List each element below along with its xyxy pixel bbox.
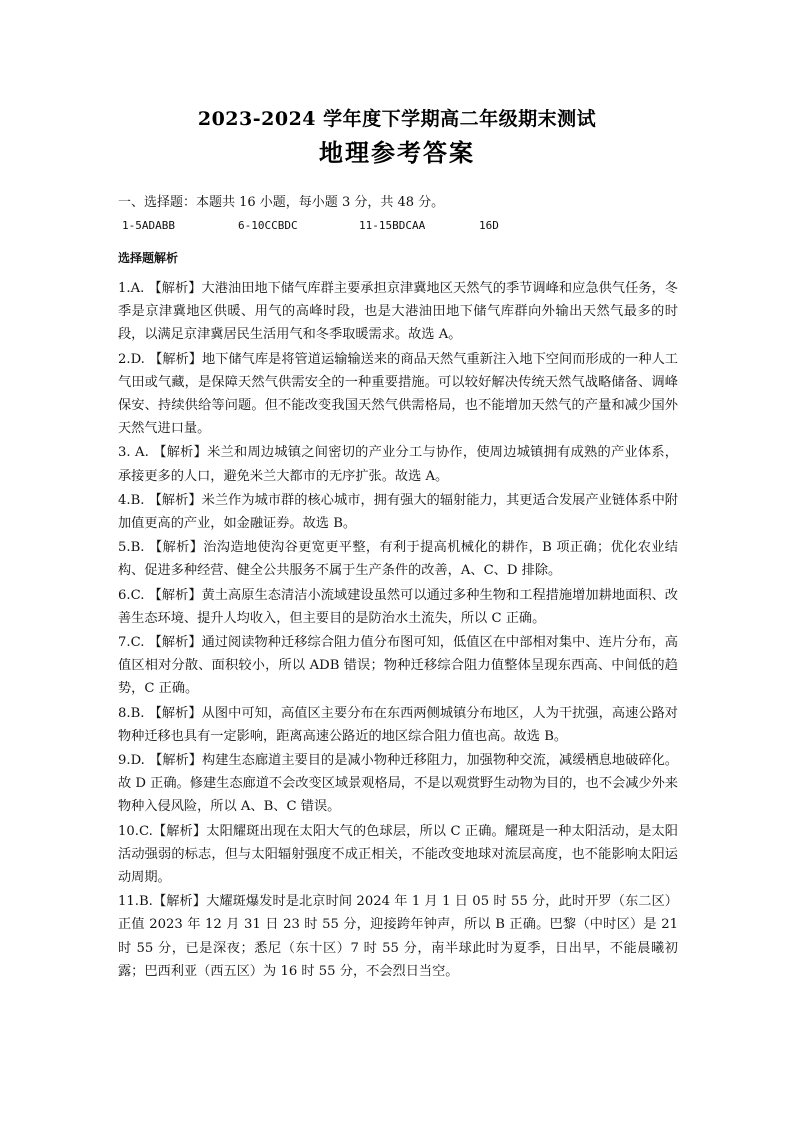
- answer-group: 1-5ADABB: [122, 219, 175, 232]
- analysis-item: 8.B. 【解析】从图中可知，高值区主要分布在东西两侧城镇分布地区，人为干扰强，高速公路对物种迁移也具有一定影响，距离高速公路近的地区综合阻力值也高。故选 B。: [118, 705, 678, 744]
- answer-group: 16D: [479, 219, 499, 232]
- analysis-item: 4.B. 【解析】米兰作为城市群的核心城市，拥有强大的辐射能力，其更适合发展产业链体系中附加值更高的产业，如金融证券。故选 B。: [118, 492, 678, 532]
- section-heading: 一、选择题：本题共 16 小题，每小题 3 分，共 48 分。: [118, 195, 445, 210]
- answer-key: [122, 219, 602, 235]
- analysis-item: 9.D. 【解析】构建生态廊道主要目的是减小物种迁移阻力，加强物种交流，减缓栖息地破碎化。故 D 正确。修建生态廊道不会改变区域景观格局，不是以观赏野生动物为目的，也不会减少外来物种入侵风险，所以 A、B、C 错误。: [118, 753, 678, 815]
- analysis-item: 3. A. 【解析】米兰和周边城镇之间密切的产业分工与协作，使周边城镇拥有成熟的产业体系，承接更多的人口，避免米兰大都市的无序扩张。故选 A。: [118, 445, 678, 484]
- analysis-body: [118, 277, 678, 984]
- analysis-item: 10.C.【解析】太阳耀斑出现在太阳大气的色球层，所以 C 正确。耀斑是一种太阳活动，是太阳活动强弱的标志，但与太阳辐射强度不成正相关，不能改变地球对流层高度，也不能影响太阳运动周期。: [118, 823, 678, 886]
- analysis-item: 11.B.【解析】大耀斑爆发时是北京时间 2024 年 1 月 1 日 05 时 55 分，此时开罗（东二区）正值 2023 年 12 月 31 日 23 时 55 分，迎接跨年钟声，所以 B 正确。巴黎（中时区）是 21 时 55 分，已是深夜；悉尼（东十区）7 时 55 分，南半球此时为夏季，日出早，不能晨曦初露；巴西利亚（西五区）为 16 时 55 分，不会烈日当空。: [118, 894, 678, 979]
- analysis-item: 6.C. 【解析】黄土高原生态清洁小流域建设虽然可以通过多种生物和工程措施增加耕地面积、改善生态环境、提升人均收入，但主要目的是防治水土流失，所以 C 正确。: [118, 587, 678, 626]
- answer-group: 6-10CCBDC: [238, 219, 298, 232]
- analysis-item: 5.B. 【解析】治沟造地使沟谷更宽更平整，有利于提高机械化的耕作，B 项正确；优化农业结构、促进多种经营、健全公共服务不属于生产条件的改善，A、C、D 排除。: [118, 540, 678, 579]
- analysis-item: 7.C. 【解析】通过阅读物种迁移综合阻力值分布图可知，低值区在中部相对集中、连片分布，高值区相对分散、面积较小，所以 ADB 错误；物种迁移综合阻力值整体呈现东西高、中间低的趋势，C 正确。: [118, 635, 678, 697]
- analysis-item: 2.D. 【解析】地下储气库是将管道运输输送来的商品天然气重新注入地下空间而形成的一种人工气田或气藏，是保障天然气供需安全的一种重要措施。可以较好解决传统天然气战略储备、调峰保安、持续供给等问题。但不能改变我国天然气供需格局，也不能增加天然气的产量和减少国外天然气进口量。: [118, 351, 678, 437]
- analysis-item: 1.A. 【解析】大港油田地下储气库群主要承担京津冀地区天然气的季节调峰和应急供气任务，冬季是京津冀地区供暖、用气的高峰时段，也是大港油田地下储气库群向外输出天然气最多的时段，以满足京津冀居民生活用气和冬季取暖需求。故选 A。: [118, 281, 678, 343]
- page-title: 2023-2024 学年度下学期高二年级期末测试: [197, 108, 597, 130]
- page-subtitle: 地理参考答案: [319, 138, 475, 167]
- analysis-heading: 选择题解析: [118, 251, 179, 265]
- answer-group: 11-15BDCAA: [359, 219, 426, 232]
